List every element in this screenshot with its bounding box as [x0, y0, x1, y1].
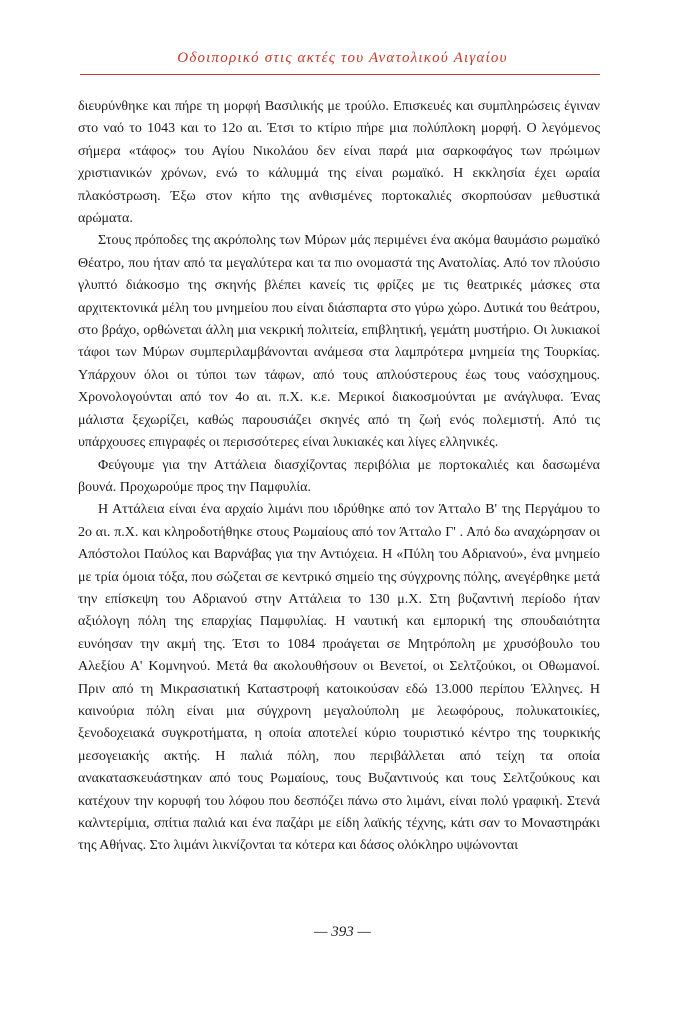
running-title: Οδοιπορικό στις ακτές του Ανατολικού Αιγαίου: [177, 50, 508, 66]
paragraph: Στους πρόποδες της ακρόπολης των Μύρων μάς περιμένει ένα ακόμα θαυμάσιο ρωμαϊκό Θέατρο, που ήταν από τα μεγαλύτερα και τα πιο ονομαστά της Ανατολίας. Από τον πλούσιο γλυπτό διάκοσμο της σκηνής βλέπει κανείς τις φρίζες με τις θεατρικές μάσκες στα αρχιτεκτονικά μέλη του μνημείου που είναι διάσπαρτα στο γύρω χώρο. Δυτικά του θεάτρου, στο βράχο, ορθώνεται άλλη μια νεκρική πολιτεία, επιβλητική, γεμάτη μυστήριο. Οι λυκιακοί τάφοι των Μύρων συμπεριλαμβάνονται ανάμεσα στα λαμπρότερα μνημεία της Τουρκίας. Υπάρχουν όλοι οι τύποι των τάφων, από τους απλούστερους έως τους ναόσχημους. Χρονολογούνται από τον 4ο αι. π.Χ. κ.ε. Μερικοί διακοσμούνται με ανάγλυφα. Ένας μάλιστα ξεχωρίζει, καθώς παρουσιάζει σκηνές από τη ζωή ενός πολεμιστή. Από τις υπάρχουσες επιγραφές οι περισσότερες είναι λυκιακές και λίγες ελληνικές.: [78, 233, 600, 451]
paragraph: Η Αττάλεια είναι ένα αρχαίο λιμάνι που ιδρύθηκε από τον Άτταλο Β' της Περγάμου το 2ο αι. π.Χ. και κληροδοτήθηκε στους Ρωμαίους από τον Άτταλο Γ' . Από δω αναχώρησαν οι Απόστολοι Παύλος και Βαρνάβας για την Αντιόχεια. Η «Πύλη του Αδριανού», ένα μνημείο με τρία όμοια τόξα, που σώζεται σε κεντρικό σημείο της σύγχρονης πόλης, ανεγέρθηκε μετά την επίσκεψη του Αδριανού στην Αττάλεια το 130 μ.Χ. Στη βυζαντινή περίοδο ήταν αξιόλογη πόλη της επαρχίας Παμφυλίας. Η ναυτική και εμπορική της σπουδαιότητα ευνόησαν την ακμή της. Έτσι το 1084 προάγεται σε Μητρόπολη με χρυσόβουλο του Αλεξίου Α' Κομνηνού. Μετά θα ακολουθήσουν οι Βενετοί, οι Σελτζούκοι, οι Οθωμανοί. Πριν από τη Μικρασιατική Καταστροφή κατοικούσαν εδώ 13.000 περίπου Έλληνες. Η καινούρια πόλη είναι μια σύγχρονη μεγαλούπολη με λεωφόρους, πολυκατοικίες, ξενοδοχειακά συγκροτήματα, η οποία αποτελεί κύριο τουριστικό κέντρο της τουρκικής μεσογειακής ακτής. Η παλιά πόλη, που περιβάλλεται από τείχη τα οποία ανακατασκευάστηκαν από τους Ρωμαίους, τους Βυζαντινούς και τους Σελτζούκους και κατέχουν την κορυφή του λόφου που δεσπόζει πάνω στο λιμάνι, είναι πολύ γραφική. Στενά καλντερίμια, σπίτια παλιά και ένα παζάρι με είδη λαϊκής τέχνης, κάτι σαν το Μοναστηράκι της Αθήνας. Στο λιμάνι λικνίζονται τα κότερα και δάσος ολόκληρο υψώνονται: [78, 502, 600, 854]
header-rule: [80, 74, 600, 75]
paragraph: Φεύγουμε για την Αττάλεια διασχίζοντας περιβόλια με πορτοκαλιές και δασωμένα βουνά. Προχωρούμε προς την Παμφυλία.: [78, 457, 600, 495]
paragraph: διευρύνθηκε και πήρε τη μορφή Βασιλικής με τρούλο. Επισκευές και συμπληρώσεις έγιναν στο ναό το 1043 και το 12ο αι. Έτσι το κτίριο πήρε μια πολύπλοκη μορφή. Ο λεγόμενος σήμερα «τάφος» του Αγίου Νικολάου δεν είναι παρά μια σαρκοφάγος των πρώιμων χριστιανικών χρόνων, ενώ το κάλυμμά της είναι ρωμαϊκό. Η εκκλησία έχει ωραία πλακόστρωση. Έξω στον κήπο της ανθισμένες πορτοκαλιές σκορπούσαν μεθυστικά αρώματα.: [78, 99, 600, 227]
page-number: — 393 —: [314, 924, 371, 940]
body-text: [78, 96, 600, 858]
